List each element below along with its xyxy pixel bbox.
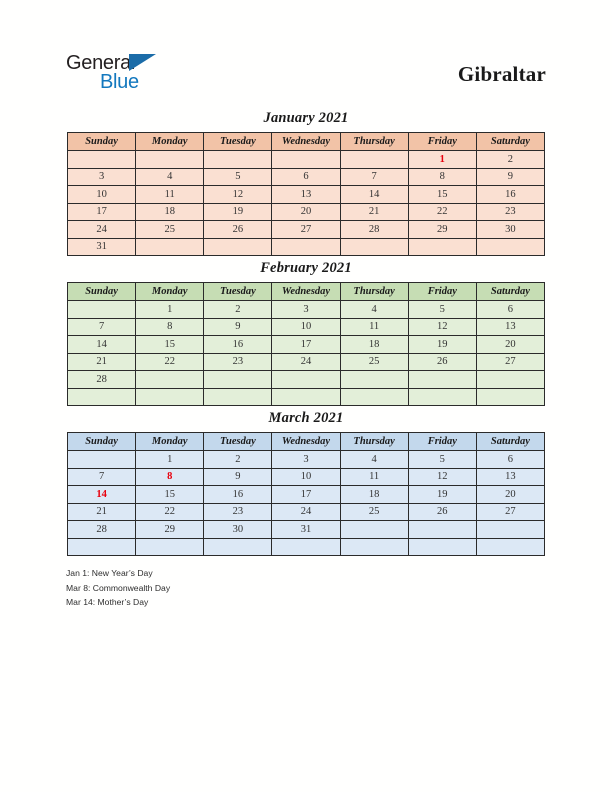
day-cell-24[interactable]: 24 [272,503,340,521]
day-cell-empty [340,538,408,556]
week-row [68,221,545,239]
day-cell-20[interactable]: 20 [476,486,544,504]
week-row [68,151,545,169]
day-cell-18[interactable]: 18 [340,486,408,504]
day-cell-empty [204,151,272,169]
day-cell-10[interactable]: 10 [272,468,340,486]
day-cell-empty [408,538,476,556]
day-cell-3[interactable]: 3 [68,168,136,186]
day-cell-7[interactable]: 7 [68,468,136,486]
holiday-item: Mar 14: Mother’s Day [66,597,149,607]
day-cell-13[interactable]: 13 [272,186,340,204]
day-cell-8[interactable]: 8 [408,168,476,186]
holiday-item: Mar 8: Commonwealth Day [66,582,171,593]
day-cell-9[interactable]: 9 [204,468,272,486]
week-row [68,486,545,504]
day-cell-11[interactable]: 11 [340,468,408,486]
day-cell-19[interactable]: 19 [408,336,476,354]
day-cell-27[interactable]: 27 [476,353,544,371]
day-cell-1[interactable]: 1 [408,151,476,169]
day-cell-29[interactable]: 29 [136,521,204,539]
weekday-header-wednesday: Wednesday [272,283,340,301]
calendar-table-february [67,282,545,406]
week-row [68,168,545,186]
day-cell-6[interactable]: 6 [476,451,544,469]
week-row [68,538,545,556]
weekday-header-sunday: Sunday [68,283,136,301]
day-cell-27[interactable]: 27 [476,503,544,521]
day-cell-empty [340,521,408,539]
weekday-header-tuesday: Tuesday [204,133,272,151]
day-cell-1[interactable]: 1 [136,301,204,319]
day-cell-16[interactable]: 16 [204,336,272,354]
weekday-header-row [68,433,545,451]
day-cell-31[interactable]: 31 [272,521,340,539]
weekday-header-saturday: Saturday [476,283,544,301]
week-row [68,371,545,389]
day-cell-empty [68,388,136,406]
day-cell-20[interactable]: 20 [272,203,340,221]
calendar-table-january [67,132,545,256]
weekday-header-monday: Monday [136,433,204,451]
week-row [68,301,545,319]
day-cell-25[interactable]: 25 [340,353,408,371]
day-cell-20[interactable]: 20 [476,336,544,354]
day-cell-2[interactable]: 2 [204,301,272,319]
week-row [68,336,545,354]
week-row [68,353,545,371]
day-cell-12[interactable]: 12 [408,468,476,486]
day-cell-9[interactable]: 9 [476,168,544,186]
day-cell-21[interactable]: 21 [340,203,408,221]
day-cell-26[interactable]: 26 [408,503,476,521]
day-cell-empty [408,388,476,406]
day-cell-empty [204,238,272,256]
day-cell-empty [340,388,408,406]
day-cell-24[interactable]: 24 [272,353,340,371]
day-cell-28[interactable]: 28 [340,221,408,239]
day-cell-26[interactable]: 26 [408,353,476,371]
weekday-header-wednesday: Wednesday [272,433,340,451]
day-cell-28[interactable]: 28 [68,371,136,389]
day-cell-26[interactable]: 26 [204,221,272,239]
day-cell-14[interactable]: 14 [68,336,136,354]
day-cell-23[interactable]: 23 [204,503,272,521]
weekday-header-sunday: Sunday [68,433,136,451]
day-cell-empty [272,238,340,256]
day-cell-14[interactable]: 14 [340,186,408,204]
weekday-header-row [68,133,545,151]
calendar-table-march [67,432,545,556]
day-cell-13[interactable]: 13 [476,318,544,336]
day-cell-7[interactable]: 7 [68,318,136,336]
week-row [68,468,545,486]
day-cell-28[interactable]: 28 [68,521,136,539]
weekday-header-saturday: Saturday [476,133,544,151]
month-block-january [67,110,545,256]
day-cell-12[interactable]: 12 [408,318,476,336]
day-cell-22[interactable]: 22 [136,503,204,521]
day-cell-empty [68,301,136,319]
day-cell-4[interactable]: 4 [136,168,204,186]
day-cell-27[interactable]: 27 [272,221,340,239]
day-cell-empty [204,388,272,406]
weekday-header-thursday: Thursday [340,133,408,151]
logo-text-blue: Blue [100,71,139,93]
day-cell-1[interactable]: 1 [136,451,204,469]
day-cell-empty [272,151,340,169]
day-cell-5[interactable]: 5 [204,168,272,186]
day-cell-3[interactable]: 3 [272,451,340,469]
day-cell-9[interactable]: 9 [204,318,272,336]
weekday-header-friday: Friday [408,433,476,451]
day-cell-empty [204,538,272,556]
holiday-item: Jan 1: New Year’s Day [66,568,153,578]
day-cell-empty [136,388,204,406]
month-block-march [67,410,545,556]
day-cell-17[interactable]: 17 [272,336,340,354]
day-cell-empty [68,451,136,469]
weekday-header-thursday: Thursday [340,283,408,301]
day-cell-empty [408,521,476,539]
week-row [68,388,545,406]
day-cell-13[interactable]: 13 [476,468,544,486]
weekday-header-monday: Monday [136,133,204,151]
day-cell-12[interactable]: 12 [204,186,272,204]
day-cell-16[interactable]: 16 [476,186,544,204]
day-cell-empty [408,238,476,256]
week-row [68,503,545,521]
weekday-header-sunday: Sunday [68,133,136,151]
day-cell-empty [272,538,340,556]
day-cell-22[interactable]: 22 [408,203,476,221]
day-cell-empty [136,371,204,389]
day-cell-21[interactable]: 21 [68,503,136,521]
day-cell-25[interactable]: 25 [136,221,204,239]
week-row [68,186,545,204]
day-cell-4[interactable]: 4 [340,301,408,319]
day-cell-17[interactable]: 17 [272,486,340,504]
day-cell-15[interactable]: 15 [136,486,204,504]
day-cell-19[interactable]: 19 [204,203,272,221]
day-cell-empty [340,151,408,169]
weekday-header-tuesday: Tuesday [204,283,272,301]
day-cell-19[interactable]: 19 [408,486,476,504]
week-row [68,451,545,469]
day-cell-empty [476,538,544,556]
day-cell-21[interactable]: 21 [68,353,136,371]
page-header [0,52,612,102]
week-row [68,203,545,221]
day-cell-17[interactable]: 17 [68,203,136,221]
day-cell-empty [340,238,408,256]
day-cell-5[interactable]: 5 [408,451,476,469]
day-cell-11[interactable]: 11 [340,318,408,336]
day-cell-empty [476,238,544,256]
weekday-header-friday: Friday [408,133,476,151]
day-cell-24[interactable]: 24 [68,221,136,239]
day-cell-2[interactable]: 2 [204,451,272,469]
day-cell-29[interactable]: 29 [408,221,476,239]
day-cell-18[interactable]: 18 [136,203,204,221]
day-cell-23[interactable]: 23 [476,203,544,221]
day-cell-14[interactable]: 14 [68,486,136,504]
day-cell-6[interactable]: 6 [272,168,340,186]
weekday-header-tuesday: Tuesday [204,433,272,451]
day-cell-30[interactable]: 30 [476,221,544,239]
weekday-header-thursday: Thursday [340,433,408,451]
day-cell-3[interactable]: 3 [272,301,340,319]
day-cell-2[interactable]: 2 [476,151,544,169]
day-cell-15[interactable]: 15 [408,186,476,204]
day-cell-empty [272,371,340,389]
day-cell-empty [68,538,136,556]
day-cell-8[interactable]: 8 [136,468,204,486]
day-cell-empty [136,538,204,556]
day-cell-empty [476,371,544,389]
day-cell-empty [340,371,408,389]
day-cell-empty [136,151,204,169]
day-cell-empty [408,371,476,389]
month-title-march: March 2021 [268,410,344,426]
logo-triangle-icon [129,54,156,71]
day-cell-16[interactable]: 16 [204,486,272,504]
day-cell-7[interactable]: 7 [340,168,408,186]
day-cell-10[interactable]: 10 [68,186,136,204]
week-row [68,318,545,336]
day-cell-31[interactable]: 31 [68,238,136,256]
day-cell-25[interactable]: 25 [340,503,408,521]
day-cell-empty [476,521,544,539]
week-row [68,238,545,256]
day-cell-empty [136,238,204,256]
day-cell-30[interactable]: 30 [204,521,272,539]
month-block-february [67,260,545,406]
day-cell-23[interactable]: 23 [204,353,272,371]
day-cell-empty [272,388,340,406]
day-cell-18[interactable]: 18 [340,336,408,354]
weekday-header-monday: Monday [136,283,204,301]
page-title: Gibraltar [457,62,546,86]
day-cell-empty [68,151,136,169]
weekday-header-row [68,283,545,301]
holiday-list [66,566,466,610]
logo-text-general: General [66,52,136,74]
day-cell-6[interactable]: 6 [476,301,544,319]
month-title-february: February 2021 [260,260,352,276]
day-cell-15[interactable]: 15 [136,336,204,354]
day-cell-empty [476,388,544,406]
day-cell-empty [204,371,272,389]
day-cell-22[interactable]: 22 [136,353,204,371]
weekday-header-saturday: Saturday [476,433,544,451]
month-title-january: January 2021 [263,110,349,126]
general-blue-logo [66,52,176,98]
day-cell-4[interactable]: 4 [340,451,408,469]
day-cell-10[interactable]: 10 [272,318,340,336]
week-row [68,521,545,539]
day-cell-8[interactable]: 8 [136,318,204,336]
day-cell-11[interactable]: 11 [136,186,204,204]
day-cell-5[interactable]: 5 [408,301,476,319]
weekday-header-wednesday: Wednesday [272,133,340,151]
weekday-header-friday: Friday [408,283,476,301]
